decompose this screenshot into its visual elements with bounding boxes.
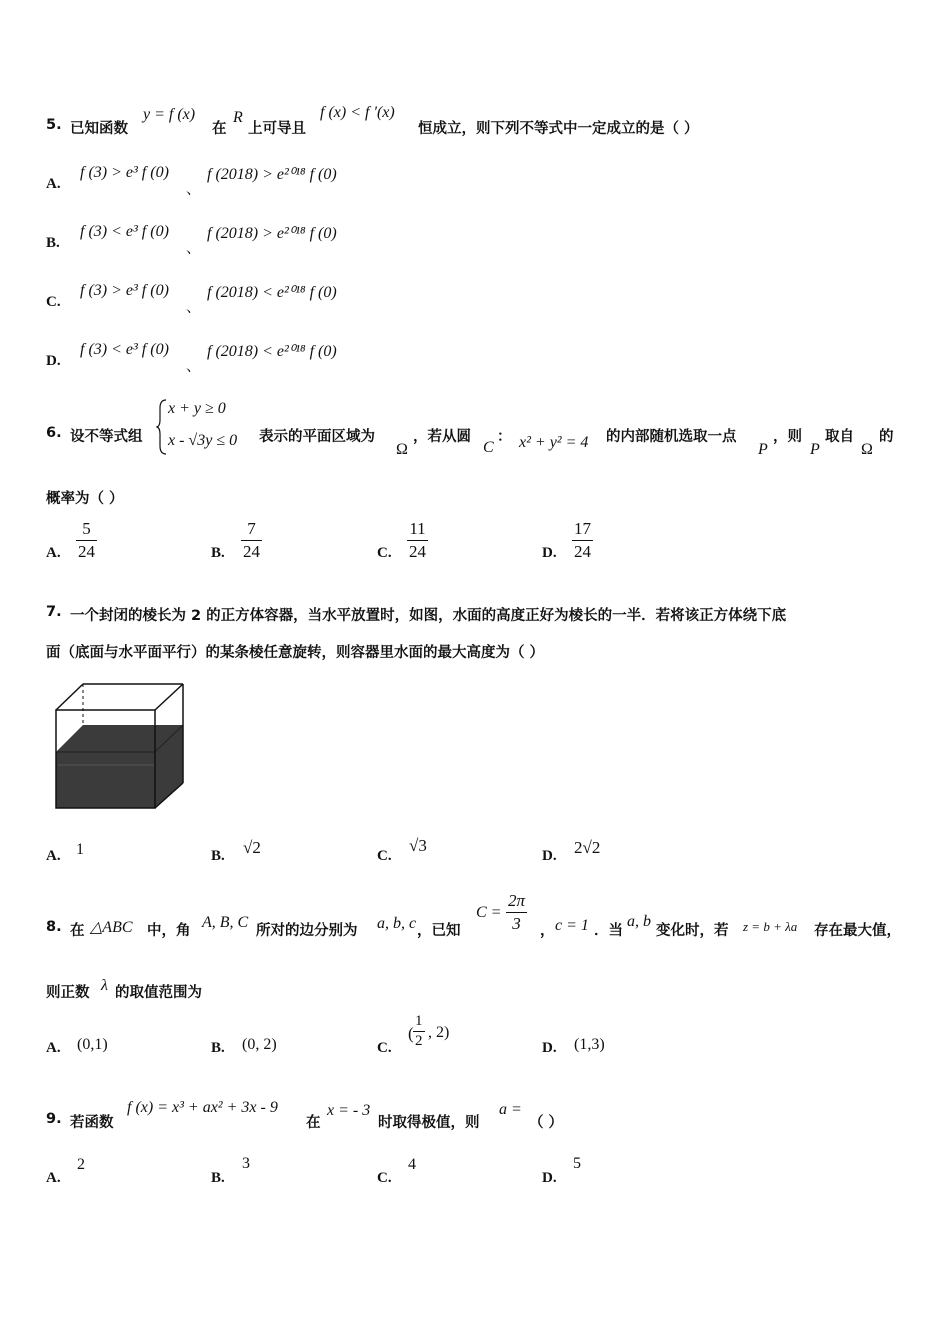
question-number: 8. [46, 919, 62, 935]
math-expression: f (x) = x³ + ax² + 3x - 9 [127, 1099, 278, 1116]
math-expression: a, b, c [377, 915, 417, 932]
option-value-close: , 2) [428, 1024, 450, 1041]
option-expression: f (2018) > e²⁰¹⁸ f (0) [207, 166, 337, 183]
question-text: ．当 [594, 923, 623, 939]
question-text: （ ） [529, 1115, 564, 1131]
question-text: 表示的平面区域为 [259, 429, 375, 445]
option-label: B. [211, 1170, 225, 1186]
math-expression: x² + y² = 4 [519, 434, 589, 451]
option-label: C. [46, 294, 61, 310]
option-label: C. [377, 1040, 392, 1056]
option-expression: f (2018) > e²⁰¹⁸ f (0) [207, 225, 337, 242]
math-symbol: λ [101, 977, 108, 994]
question-number: 9. [46, 1111, 62, 1127]
cube-container-figure [50, 680, 190, 815]
option-expression: f (2018) < e²⁰¹⁸ f (0) [207, 343, 337, 360]
option-value: (1,3) [574, 1036, 605, 1053]
question-text: 上可导且 [248, 121, 306, 137]
option-value: 2√2 [574, 838, 601, 857]
question-text: ，若从圆 [413, 429, 471, 445]
option-fraction: $\frac{5}{24}$ [78, 519, 95, 561]
option-label: A. [46, 1170, 61, 1186]
math-symbol: Ω [861, 441, 873, 458]
question-text: 恒成立，则下列不等式中一定成立的是（ ） [418, 121, 699, 137]
option-expression: f (3) > e³ f (0) [80, 282, 169, 299]
question-text: 设不等式组 [70, 429, 143, 445]
option-label: B. [211, 1040, 225, 1056]
math-symbol: C [483, 439, 494, 456]
question-text: 变化时，若 [656, 923, 729, 939]
option-value: 5 [573, 1155, 581, 1172]
math-expression: c = 1 [555, 917, 589, 934]
question-text: 所对的边分别为 [256, 923, 358, 939]
left-brace-icon [156, 398, 168, 456]
separator: 、 [186, 300, 201, 316]
question-text: 概率为（ ） [46, 491, 124, 507]
question-text: 取自 [825, 429, 854, 445]
option-expression: f (3) < e³ f (0) [80, 341, 169, 358]
math-expression: C = [476, 904, 502, 921]
question-number: 7. [46, 604, 62, 620]
option-label: C. [377, 545, 392, 561]
question-text: 若函数 [70, 1115, 114, 1131]
option-label: C. [377, 1170, 392, 1186]
math-expression: z = b + λa [743, 919, 798, 934]
math-expression: f (x) < f ′(x) [320, 104, 395, 121]
inequality-line-2: x - √3y ≤ 0 [168, 432, 238, 449]
option-value: (0,1) [77, 1036, 108, 1053]
option-fraction: $\frac{7}{24}$ [243, 519, 260, 561]
question-text: 中，角 [147, 923, 191, 939]
math-symbol: Ω [396, 441, 408, 458]
option-fraction: $\frac{1}{2}$ [415, 1013, 423, 1049]
math-expression: x = - 3 [327, 1102, 371, 1119]
option-value: 3 [242, 1155, 250, 1172]
option-value: 1 [76, 841, 84, 858]
question-text: 一个封闭的棱长为 2 的正方体容器，当水平放置时，如图，水面的高度正好为棱长的一半．若将该正方体绕下底 [70, 608, 787, 624]
inequality-line-1: x + y ≥ 0 [168, 400, 226, 417]
option-value: √2 [243, 838, 261, 857]
option-label: D. [542, 848, 557, 864]
question-number: 6. [46, 425, 62, 441]
separator: 、 [186, 359, 201, 375]
question-text: 在 [212, 121, 227, 137]
option-label: D. [542, 545, 557, 561]
option-value: 2 [77, 1156, 85, 1173]
option-expression: f (3) < e³ f (0) [80, 223, 169, 240]
math-symbol: P [810, 441, 820, 458]
option-value-open: ( [408, 1024, 414, 1043]
question-number: 5. [46, 117, 62, 133]
option-label: B. [211, 545, 225, 561]
question-text: ， [540, 923, 555, 939]
math-expression: R [233, 109, 243, 126]
question-text: 时取得极值，则 [378, 1115, 480, 1131]
question-text: ，则 [773, 429, 802, 445]
option-value: √3 [409, 836, 427, 855]
option-label: A. [46, 176, 61, 192]
angle-fraction: $\frac{2\pi}{3}$ [508, 891, 526, 933]
question-text: 存在最大值， [814, 923, 901, 939]
question-text: 的取值范围为 [115, 985, 202, 1001]
option-label: B. [211, 848, 225, 864]
option-label: A. [46, 545, 61, 561]
separator: 、 [186, 241, 201, 257]
option-label: D. [542, 1040, 557, 1056]
option-fraction: $\frac{17}{24}$ [574, 519, 591, 561]
math-expression: △ABC [90, 919, 133, 936]
separator: 、 [186, 182, 201, 198]
question-text: ，已知 [417, 923, 461, 939]
option-label: D. [542, 1170, 557, 1186]
question-text: 面（底面与水平面平行）的某条棱任意旋转，则容器里水面的最大高度为（ ） [46, 645, 545, 661]
question-text: 的内部随机选取一点 [606, 429, 737, 445]
math-expression: a = [499, 1101, 522, 1118]
option-fraction: $\frac{11}{24}$ [409, 519, 426, 561]
question-text: 在 [306, 1115, 321, 1131]
question-text: 则正数 [46, 985, 90, 1001]
option-label: B. [46, 235, 60, 251]
option-label: A. [46, 1040, 61, 1056]
option-expression: f (2018) < e²⁰¹⁸ f (0) [207, 284, 337, 301]
math-expression: a, b [627, 913, 651, 930]
question-text: 已知函数 [70, 121, 128, 137]
option-value: 4 [408, 1156, 416, 1173]
math-expression: y = f (x) [143, 106, 196, 123]
option-label: C. [377, 848, 392, 864]
question-text: ： [497, 429, 512, 445]
option-expression: f (3) > e³ f (0) [80, 164, 169, 181]
option-label: D. [46, 353, 61, 369]
question-text: 在 [70, 923, 85, 939]
math-expression: A, B, C [202, 914, 249, 931]
option-label: A. [46, 848, 61, 864]
option-value: (0, 2) [242, 1036, 277, 1053]
math-symbol: P [758, 441, 768, 458]
question-text: 的 [879, 429, 894, 445]
